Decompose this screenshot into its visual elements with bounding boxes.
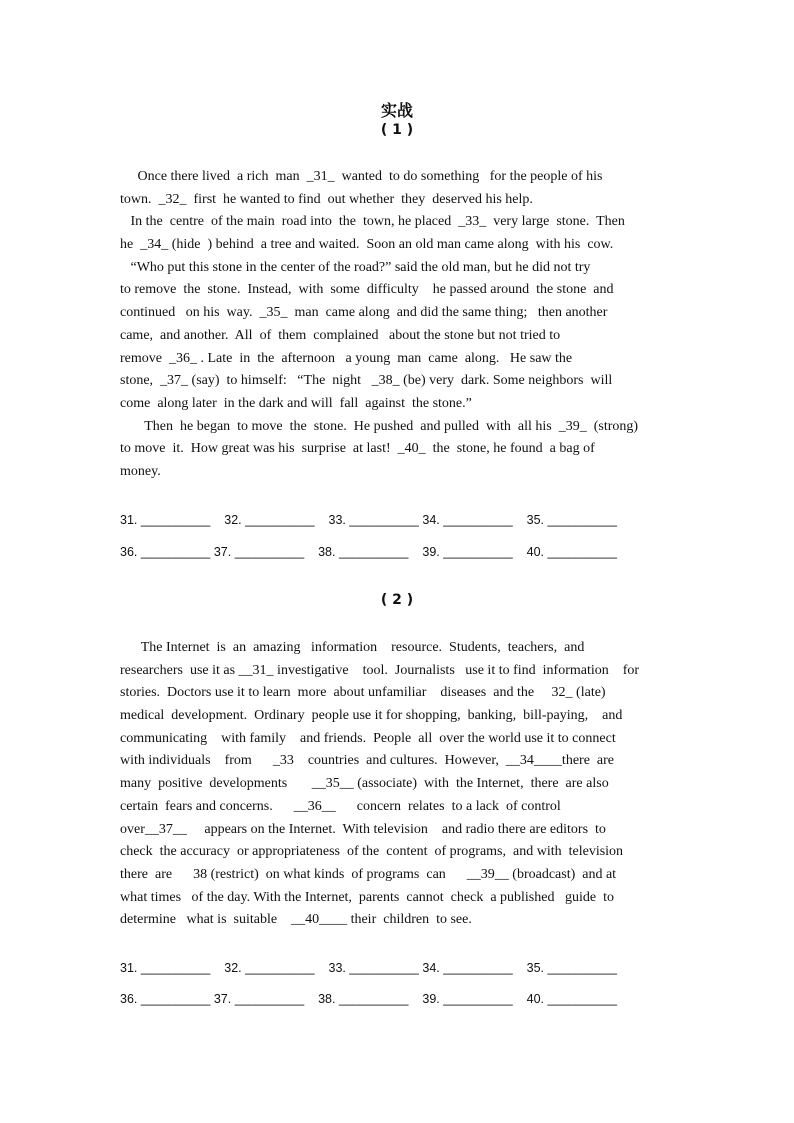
section-2-answer-row-1: 31. __________ 32. __________ 33. __________ 34. __________ 35. __________ — [120, 961, 617, 975]
passage-line: money. — [120, 463, 161, 479]
passage-line: many positive developments __35__ (associate) with the Internet, there are also — [120, 776, 609, 792]
passage-line: stone, _37_ (say) to himself: “The night _38_ (be) very dark. Some neighbors will — [120, 373, 613, 389]
section-2-answer-row-2: 36. __________ 37. __________ 38. __________ 39. __________ 40. __________ — [120, 992, 617, 1006]
passage-line: remove _36_ . Late in the afternoon a young man came along. He saw the — [120, 350, 573, 366]
passage-line: The Internet is an amazing information resource. Students, teachers, and — [120, 640, 585, 655]
passage-line: Once there lived a rich man _31_ wanted to do something for the people of his — [120, 169, 603, 184]
passage-line: determine what is suitable __40____ their children to see. — [120, 912, 472, 928]
passage-line: over__37__ appears on the Internet. With television and radio there are editors to — [120, 821, 606, 837]
passage-line: certain fears and concerns. __36__ concern relates to a lack of control — [120, 798, 561, 814]
passage-line: “Who put this stone in the center of the road?” said the old man, but he did not try — [120, 259, 591, 275]
passage-line: communicating with family and friends. People all over the world use it to connect — [120, 730, 616, 746]
passage-line: with individuals from _33 countries and cultures. However, __34____there are — [120, 753, 614, 769]
passage-line: what times of the day. With the Internet, parents cannot check a published guide to — [120, 889, 614, 905]
passage-line: medical development. Ordinary people use it for shopping, banking, bill-paying, and — [120, 708, 623, 724]
section-1-answer-row-1: 31. __________ 32. __________ 33. __________ 34. __________ 35. __________ — [120, 513, 617, 527]
passage-line: check the accuracy or appropriateness of the content of programs, and with television — [120, 844, 624, 860]
section-2-label: ( 2 ) — [380, 592, 414, 608]
passage-line: stories. Doctors use it to learn more about unfamiliar diseases and the 32_ (late) — [120, 685, 606, 701]
section-2-passage — [120, 637, 680, 932]
passage-line: came, and another. All of them complained about the stone but not tried to — [120, 327, 561, 343]
passage-line: to remove the stone. Instead, with some difficulty he passed around the stone and — [120, 282, 614, 298]
passage-line: there are 38 (restrict) on what kinds of programs can __39__ (broadcast) and at — [120, 866, 617, 882]
passage-line: town. _32_ first he wanted to find out whether they deserved his help. — [120, 191, 533, 207]
passage-line: come along later in the dark and will fall against the stone.” — [120, 395, 472, 411]
passage-line: to move it. How great was his surprise at last! _40_ the stone, he found a bag of — [120, 441, 595, 457]
section-1-label: ( 1 ) — [380, 122, 414, 138]
passage-line: he _34_ (hide ) behind a tree and waited. Soon an old man came along with his cow. — [120, 237, 614, 253]
section-1-answer-row-2: 36. __________ 37. __________ 38. __________ 39. __________ 40. __________ — [120, 545, 617, 559]
page-title: 实战 — [380, 101, 413, 120]
passage-line: researchers use it as __31_ investigative tool. Journalists use it to find information for — [120, 662, 640, 678]
passage-line: continued on his way. _35_ man came along and did the same thing; then another — [120, 305, 608, 321]
section-1-passage — [120, 166, 680, 484]
passage-line: Then he began to move the stone. He pushed and pulled with all his _39_ (strong) — [120, 418, 639, 434]
passage-line: In the centre of the main road into the town, he placed _33_ very large stone. Then — [120, 214, 625, 230]
